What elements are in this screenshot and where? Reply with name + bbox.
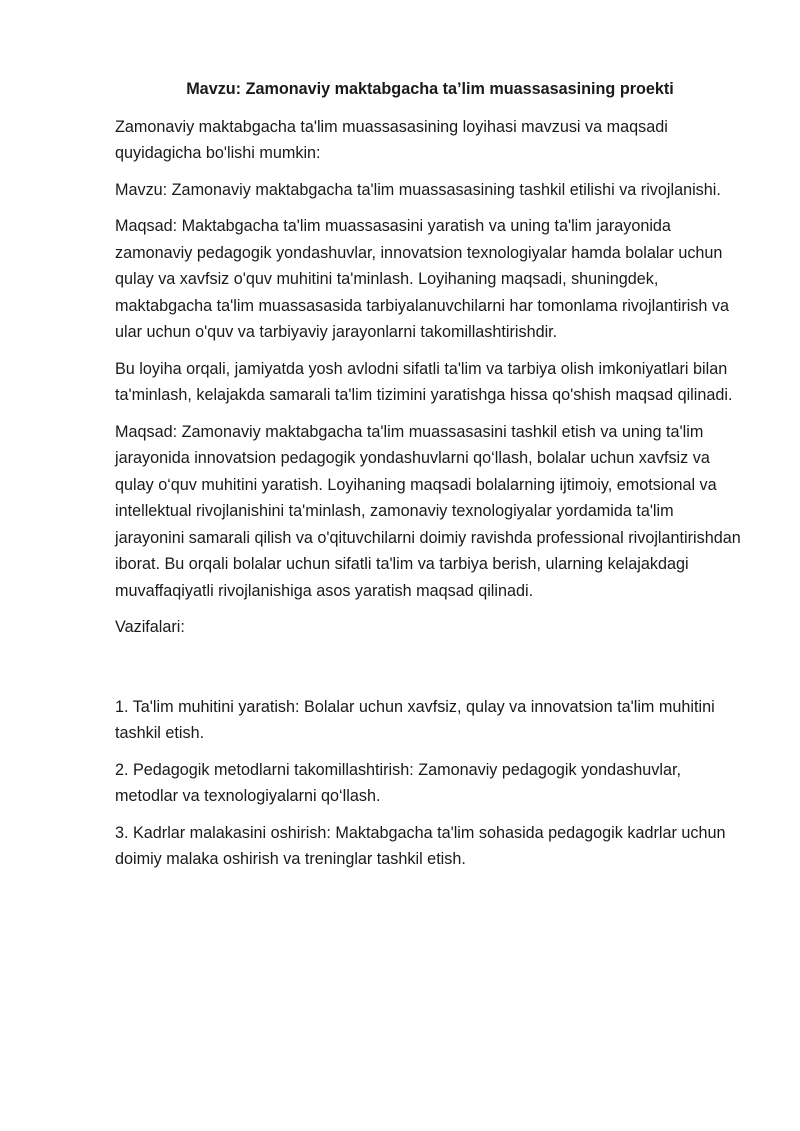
- topic-paragraph: Mavzu: Zamonaviy maktabgacha ta'lim muassasasining tashkil etilishi va rivojlanishi.: [115, 180, 721, 199]
- task-item: 3. Kadrlar malakasini oshirish: Maktabgacha ta'lim sohasida pedagogik kadrlar uchun doimiy malaka oshirish va treninglar tashkil etish.: [115, 823, 726, 868]
- intro-paragraph: Zamonaviy maktabgacha ta'lim muassasasining loyihasi mavzusi va maqsadi quyidagicha bo'lishi mumkin:: [115, 117, 668, 162]
- goal-paragraph: Maqsad: Maktabgacha ta'lim muassasasini yaratish va uning ta'lim jarayonida zamonaviy pedagogik yondashuvlar, innovatsion texnologiyalar hamda bolalar uchun qulay va xavfsiz o'quv muhitini ta'minlash. Loyihaning maqsadi, shuningdek, maktabgacha ta'lim muassasasida tarbiyalanuvchilarni har tomonlama rivojlantirish va ular uchun o'quv va tarbiyaviy jarayonlarni takomillashtirishdir.: [115, 217, 730, 341]
- document-body: [115, 76, 745, 883]
- tasks-heading: Vazifalari:: [115, 618, 185, 636]
- goal-paragraph-2: Maqsad: Zamonaviy maktabgacha ta'lim muassasasini tashkil etish va uning ta'lim jarayonida innovatsion pedagogik yondashuvlarni qo‘llash, bolalar uchun xavfsiz va qulay o‘quv muhitini yaratish. Loyihaning maqsadi bolalarning ijtimoiy, emotsional va intellektual rivojlanishini ta'minlash, zamonaviy texnologiyalar yordamida ta'lim jarayonini samarali qilish va o'qituvchilarni doimiy ravishda professional rivojlantirishdan iborat. Bu orqali bolalar uchun sifatli ta'lim va tarbiya berish, ularning kelajakdagi muvaffaqiyatli rivojlanishiga asos yaratish maqsad qilinadi.: [115, 422, 741, 600]
- task-item: 2. Pedagogik metodlarni takomillashtirish: Zamonaviy pedagogik yondashuvlar, metodlar va texnologiyalarni qo‘llash.: [115, 760, 681, 805]
- blank-line: [115, 651, 745, 694]
- impact-paragraph: Bu loyiha orqali, jamiyatda yosh avlodni sifatli ta'lim va tarbiya olish imkoniyatlari bilan ta'minlash, kelajakda samarali ta'lim tizimini yaratishga hissa qo'shish maqsad qilinadi.: [115, 359, 733, 404]
- task-item: 1. Ta'lim muhitini yaratish: Bolalar uchun xavfsiz, qulay va innovatsion ta'lim muhitini tashkil etish.: [115, 697, 715, 742]
- document-title: Mavzu: Zamonaviy maktabgacha ta’lim muassasasining proekti: [186, 80, 674, 98]
